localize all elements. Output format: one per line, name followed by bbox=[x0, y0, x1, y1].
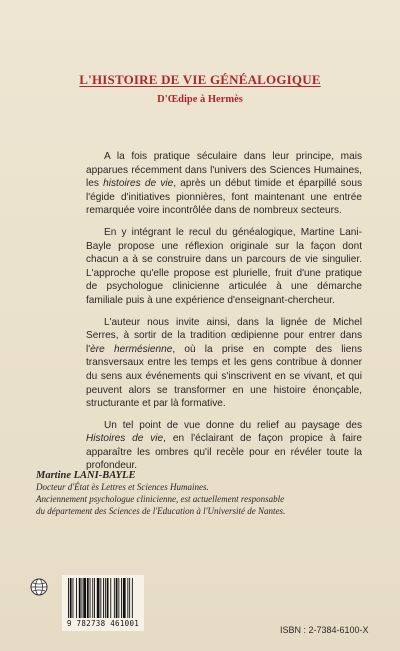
globe-icon bbox=[30, 578, 48, 596]
author-name: Martine LANI-BAYLE bbox=[36, 470, 136, 481]
barcode-bar bbox=[94, 578, 95, 618]
barcode-bar bbox=[76, 578, 77, 618]
barcode-bar bbox=[118, 578, 119, 618]
barcode-bar bbox=[90, 578, 91, 618]
blurb-emphasis: ère hermésienne bbox=[90, 343, 173, 355]
author-credential: du département des Sciences de l'Education à l'Université de Nantes. bbox=[36, 505, 286, 516]
barcode-bars bbox=[66, 578, 140, 618]
blurb-text: , après un début timide et éparpillé sous l'égide d'initiatives pionnières, font maintenant une entrée remarquée voire incontrôlée dans de nombreux secteurs. bbox=[86, 178, 362, 217]
blurb-text: L'auteur nous invite ainsi, dans la lignée de Michel Serres, à sortir de la tradition œdipienne pour entrer dans l' bbox=[86, 316, 362, 355]
book-subtitle: D'Œdipe à Hermès bbox=[157, 94, 243, 105]
author-credential: Anciennement psychologue clinicienne, est actuellement responsable bbox=[36, 493, 285, 504]
barcode-bar bbox=[116, 578, 118, 618]
barcode-bar bbox=[123, 578, 126, 618]
barcode-bar bbox=[83, 578, 86, 618]
barcode-bar bbox=[127, 578, 128, 618]
blurb-text: , où la prise en compte des liens transversaux entre les temps et les gens contribue à donner du sens aux événements qui s'inscrivent en se vivant, et qui peuvent alors se transformer en une histoire énonçable, structurante et par là formative. bbox=[86, 343, 362, 410]
author-bio bbox=[36, 470, 376, 517]
book-title: L'HISTOIRE DE VIE GÉNÉALOGIQUE bbox=[79, 72, 321, 87]
barcode-bar bbox=[103, 578, 104, 618]
barcode-bar bbox=[70, 578, 72, 618]
barcode bbox=[62, 575, 144, 631]
author-credential: Docteur d'État ès Lettres et Sciences Humaines. bbox=[36, 482, 209, 492]
barcode-bar bbox=[92, 578, 93, 618]
barcode-bar bbox=[97, 578, 100, 618]
barcode-digits: 9 782738 461001 bbox=[66, 619, 140, 628]
blurb-emphasis: histoires de vie bbox=[103, 178, 174, 190]
blurb-paragraph-4 bbox=[86, 419, 362, 473]
blurb-paragraph-1 bbox=[86, 150, 362, 218]
barcode-bar bbox=[100, 578, 101, 618]
barcode-bar bbox=[132, 578, 133, 618]
barcode-bar bbox=[129, 578, 130, 618]
blurb bbox=[86, 150, 362, 481]
barcode-bar bbox=[68, 578, 69, 618]
blurb-text: Un tel point de vue donne du relief au paysage des bbox=[104, 419, 362, 431]
blurb-emphasis: Histoires de vie bbox=[86, 433, 164, 445]
barcode-bar bbox=[114, 578, 115, 618]
blurb-paragraph-2: En y intégrant le recul du généalogique, Martine Lani-Bayle propose une réflexion originale sur la façon dont chacun a à se construire dans un parcours de vie singulier. L'approche qu'elle propose est plurielle, fruit d'une pratique de psychologue clinicienne articulée à une démarche familiale puis à une expérience d'enseignant-chercheur. bbox=[86, 226, 362, 306]
blurb-paragraph-3 bbox=[86, 316, 362, 411]
blurb-text: , en l'éclairant de façon propice à faire apparaître les ombres qu'il recèle pour en révéler toute la profondeur. bbox=[86, 433, 362, 472]
barcode-bar bbox=[79, 578, 81, 618]
barcode-bar bbox=[87, 578, 89, 618]
barcode-bar bbox=[110, 578, 111, 618]
barcode-bar bbox=[105, 578, 106, 618]
barcode-bar bbox=[73, 578, 74, 618]
barcode-bar bbox=[82, 578, 83, 618]
isbn: ISBN : 2-7384-6100-X bbox=[280, 625, 369, 635]
blurb-text: A la fois pratique séculaire dans leur principe, mais apparues récemment dans l'univers des Sciences Humaines, les bbox=[86, 151, 362, 190]
barcode-bar bbox=[107, 578, 109, 618]
barcode-bar bbox=[121, 578, 122, 618]
